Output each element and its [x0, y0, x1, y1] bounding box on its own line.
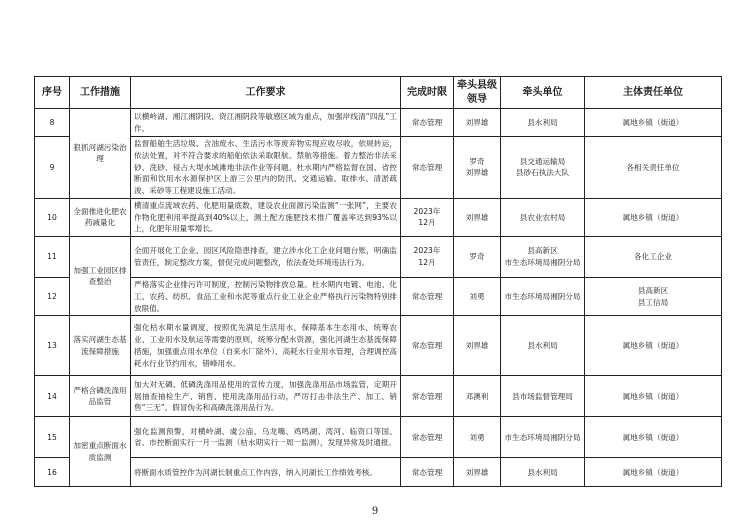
requirement-cell: 横清重点流域农药、化肥用量底数，建设农业面源污染监测“一张网”，主要农作物化肥利用率提高到40%以上，测土配方施肥技术推广覆盖率达到93%以上，化肥年用量零增长。	[131, 198, 401, 236]
row-no: 15	[35, 417, 70, 458]
leader-cell: 罗奇	[454, 237, 501, 278]
table-row	[35, 137, 722, 199]
lead-unit-cell: 县水利局	[501, 458, 585, 487]
table-header-row	[35, 77, 722, 109]
table-row	[35, 278, 722, 316]
deadline-cell: 常态管理	[401, 278, 454, 316]
responsible-cell: 属地乡镇（街道）	[585, 316, 722, 376]
header-requirement: 工作要求	[131, 77, 401, 109]
responsible-cell: 各相关责任单位	[585, 137, 722, 199]
deadline-cell: 2023年 12月	[401, 237, 454, 278]
header-responsible: 主体责任单位	[585, 77, 722, 109]
table-row	[35, 109, 722, 137]
lead-unit-cell: 县水利局	[501, 109, 585, 137]
deadline-cell: 常态管理	[401, 137, 454, 199]
lead-unit-cell: 市生态环境局湘阴分局	[501, 417, 585, 458]
row-no: 8	[35, 109, 70, 137]
row-no: 9	[35, 137, 70, 199]
table-row	[35, 376, 722, 417]
lead-unit-cell: 县农业农村局	[501, 198, 585, 236]
lead-unit-cell: 市生态环境局湘阴分局	[501, 278, 585, 316]
measure-cell: 加密重点断面水质监测	[70, 417, 131, 487]
leader-cell: 邓澳利	[454, 376, 501, 417]
deadline-cell: 常态管理	[401, 417, 454, 458]
responsible-cell: 属地乡镇（街道）	[585, 376, 722, 417]
leader-cell: 刘界雄	[454, 109, 501, 137]
lead-unit-cell: 县水利局	[501, 316, 585, 376]
requirement-cell: 监督船舶生活垃圾、含油废水、生活污水等废弃物实现应收尽收，依规转运，依法处置，对不符合要求的船舶依法采取限航、禁航等措施。着力整治非法采砂、洗砂、侵占大堤水域滩地非法作业等问题。杜水期内严格监督在国、省控断面和饮用水水源保护区上游三公里内的防汛、交通运输、取排水、清淤疏浚、采砂等工程建设施工活动。	[131, 137, 401, 199]
requirement-cell: 加大对无磷、低磷洗涤用品使用的宣传力度，加强洗涤用品市场监管，定期开展抽查抽检生产、销售、使用洗涤用品行动，严厉打击非法生产、加工、销售“三无”、假冒伪劣和高磷洗涤用品行为。	[131, 376, 401, 417]
requirement-cell: 严格落实企业排污许可制度，控制污染物排放总量。杜水期内电镀、电池、化工、农药、纺织、食品工业和水泥等重点行业工业企业严格执行污染物特别排放限值。	[131, 278, 401, 316]
responsible-cell: 属地乡镇（街道）	[585, 198, 722, 236]
deadline-cell: 常态管理	[401, 109, 454, 137]
requirement-cell: 强化枯水期水量调度，按照优先满足生活用水，保障基本生态用水，统筹农业、工业用水及航运等需要的原则，统筹分配水资源，强化河湖生态基流保障措施，加强重点用水单位（自来水厂除外）、高耗水行业用水管理，合理调控高耗水行业节约用水，错峰用水。	[131, 316, 401, 376]
work-measures-table	[34, 76, 722, 487]
row-no: 12	[35, 278, 70, 316]
table-row	[35, 458, 722, 487]
responsible-cell: 各化工企业	[585, 237, 722, 278]
measure-cell: 落实河湖生态基流保障措施	[70, 316, 131, 376]
responsible-cell: 属地乡镇（街道）	[585, 417, 722, 458]
row-no: 10	[35, 198, 70, 236]
requirement-cell: 全面开展化工企业、园区风险隐患排查，建立涉水化工企业问题台账，明确监管责任，制定整改方案，督促完成问题整改，依法查处环境违法行为。	[131, 237, 401, 278]
responsible-cell: 属地乡镇（街道）	[585, 109, 722, 137]
deadline-cell: 常态管理	[401, 376, 454, 417]
header-no: 序号	[35, 77, 70, 109]
table-row	[35, 237, 722, 278]
responsible-cell: 属地乡镇（街道）	[585, 458, 722, 487]
leader-cell: 刘勇	[454, 278, 501, 316]
requirement-cell: 强化监测预警，对横岭湖、虞公庙、乌龙嘴、鸡鸣湖、湾河、临资口等国、省、市控断面实行一月一监测（枯水期实行一周一监测），发现异常及时通报。	[131, 417, 401, 458]
row-no: 13	[35, 316, 70, 376]
table-row	[35, 198, 722, 236]
header-measure: 工作措施	[70, 77, 131, 109]
row-no: 11	[35, 237, 70, 278]
deadline-cell: 2023年 12月	[401, 198, 454, 236]
measure-cell: 全面推进化肥农药减量化	[70, 198, 131, 236]
lead-unit-cell: 县交通运输局 县砂石执法大队	[501, 137, 585, 199]
table-row	[35, 417, 722, 458]
lead-unit-cell: 县高新区 市生态环境局湘阴分局	[501, 237, 585, 278]
leader-cell: 刘界雄	[454, 458, 501, 487]
leader-cell: 刘界雄	[454, 316, 501, 376]
row-no: 16	[35, 458, 70, 487]
responsible-cell: 县高新区 县工信局	[585, 278, 722, 316]
deadline-cell: 常态管理	[401, 458, 454, 487]
page-number: 9	[371, 506, 379, 517]
measure-cell: 严格含磷洗涤用品监管	[70, 376, 131, 417]
requirement-cell: 将断面水质管控作为河湖长制重点工作内容，纳入河湖长工作绩效考核。	[131, 458, 401, 487]
table-row	[35, 316, 722, 376]
leader-cell: 刘界雄	[454, 198, 501, 236]
header-leader: 牵头县级领导	[454, 77, 501, 109]
measure-cell: 狠抓河湖污染治理	[70, 109, 131, 199]
leader-cell: 罗奇 刘界雄	[454, 137, 501, 199]
deadline-cell: 常态管理	[401, 316, 454, 376]
requirement-cell: 以横岭湖、湘江湘阴段、资江湘阴段等敏感区域为重点，加强岸线清“四乱”工作。	[131, 109, 401, 137]
lead-unit-cell: 县市场监督管理局	[501, 376, 585, 417]
measure-cell: 加强工业园区排查整治	[70, 237, 131, 316]
leader-cell: 刘勇	[454, 417, 501, 458]
header-deadline: 完成时限	[401, 77, 454, 109]
row-no: 14	[35, 376, 70, 417]
header-lead-unit: 牵头单位	[501, 77, 585, 109]
